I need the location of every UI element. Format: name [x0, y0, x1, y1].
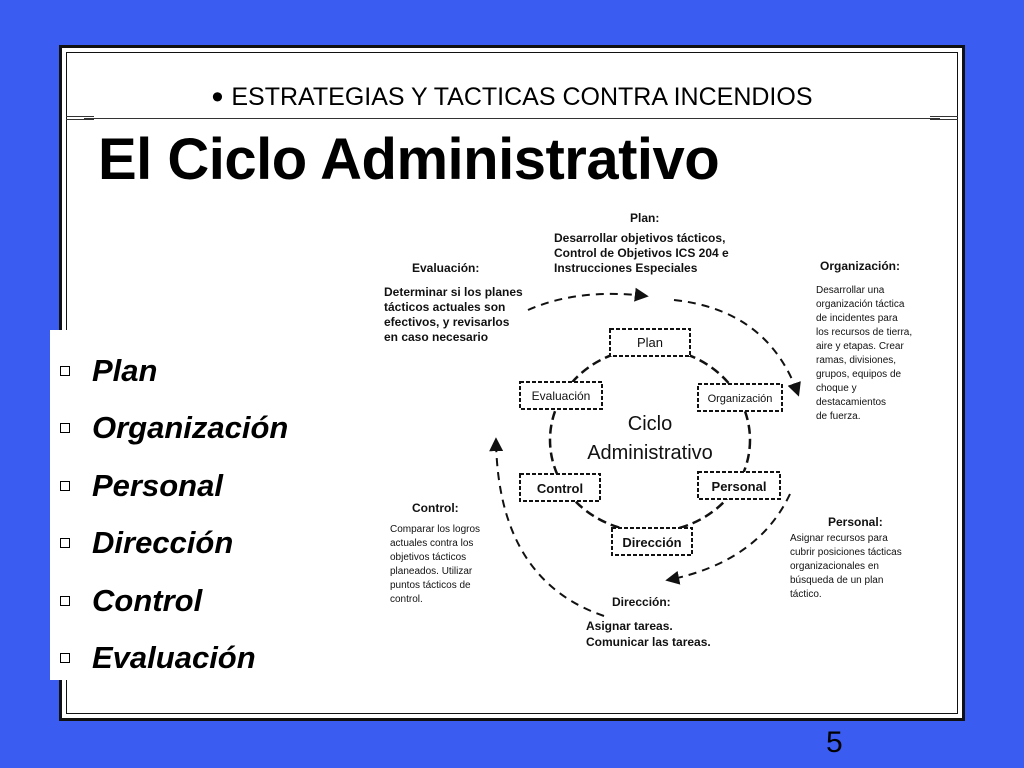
page-number: 5: [826, 726, 843, 759]
inner-cycle-ring: [550, 348, 750, 532]
square-bullet-icon: [60, 481, 70, 491]
square-bullet-icon: [60, 423, 70, 433]
node-evaluacion: [520, 382, 602, 409]
description-plan-title: Plan:: [630, 211, 660, 225]
list-item-label: Personal: [92, 467, 223, 503]
description-plan: [554, 211, 729, 275]
square-bullet-icon: [60, 653, 70, 663]
description-control: [390, 501, 480, 605]
list-item: [60, 457, 288, 515]
description-control-line: planeados. Utilizar: [390, 566, 473, 577]
node-personal: [698, 472, 780, 499]
description-personal-line: Asignar recursos para: [790, 533, 888, 544]
description-organizacion-line: organización táctica: [816, 299, 905, 310]
description-direccion: [586, 595, 711, 649]
center-label-line-1: Ciclo: [627, 413, 673, 435]
description-personal: [790, 515, 902, 600]
description-organizacion-title: Organización:: [820, 259, 901, 273]
divider-cap-left: [66, 116, 94, 120]
description-evaluacion: [384, 261, 523, 344]
node-plan-label: Plan: [636, 335, 664, 350]
description-organizacion-line: Desarrollar una: [816, 285, 885, 296]
description-direccion-line: Comunicar las tareas.: [586, 635, 711, 649]
description-evaluacion-line: en caso necesario: [384, 330, 489, 344]
description-control-line: Comparar los logros: [390, 524, 481, 535]
node-organizacion-label: Organización: [707, 393, 773, 405]
node-direccion-label: Dirección: [622, 535, 682, 550]
description-organizacion-line: aire y etapas. Crear: [816, 341, 904, 352]
description-organizacion-line: de fuerza.: [816, 411, 861, 422]
header-divider: [84, 118, 940, 119]
list-item: [60, 342, 288, 400]
slide-title: El Ciclo Administrativo: [98, 127, 720, 192]
description-evaluacion-title: Evaluación:: [412, 261, 480, 275]
list-item-label: Dirección: [92, 525, 234, 561]
list-item-label: Control: [92, 582, 203, 618]
description-plan-line: Desarrollar objetivos tácticos,: [554, 231, 726, 245]
description-personal-title: Personal:: [828, 515, 883, 529]
node-organizacion: [698, 384, 782, 411]
arrow-evaluacion-to-plan: [528, 294, 646, 310]
square-bullet-icon: [60, 596, 70, 606]
description-organizacion-line: de incidentes para: [816, 313, 898, 324]
description-plan-line: Instrucciones Especiales: [554, 261, 698, 275]
description-personal-line: búsqueda de un plan: [790, 575, 884, 586]
description-personal-line: organizacionales en: [790, 561, 879, 572]
description-organizacion-line: ramas, divisiones,: [816, 355, 897, 366]
node-plan: [610, 329, 690, 356]
list-item: [60, 572, 288, 630]
description-direccion-line: Asignar tareas.: [586, 619, 673, 633]
description-organizacion-line: los recursos de tierra,: [816, 327, 913, 338]
square-bullet-icon: [60, 538, 70, 548]
description-evaluacion-line: Determinar si los planes: [384, 285, 523, 299]
description-control-line: puntos tácticos de: [390, 580, 471, 591]
square-bullet-icon: [60, 366, 70, 376]
list-item-label: Evaluación: [92, 640, 256, 676]
list-item: [60, 515, 288, 573]
description-control-title: Control:: [412, 501, 459, 515]
description-control-line: objetivos tácticos: [390, 552, 467, 563]
description-evaluacion-line: efectivos, y revisarlos: [384, 315, 510, 329]
cycle-steps-list: [60, 342, 288, 687]
header-bullet: •: [211, 78, 224, 116]
divider-cap-right: [930, 116, 958, 120]
bullet-list-panel: [50, 330, 358, 680]
node-direccion: [612, 528, 692, 555]
description-organizacion-line: choque y: [816, 383, 857, 394]
description-control-line: control.: [390, 594, 423, 605]
center-label-line-2: Administrativo: [587, 442, 713, 464]
arrow-control-to-evaluacion: [496, 440, 604, 616]
list-item: [60, 400, 288, 458]
description-organizacion: [816, 259, 912, 422]
node-evaluacion-label: Evaluación: [531, 389, 591, 403]
node-personal-label: Personal: [711, 479, 767, 494]
description-organizacion-line: destacamientos: [816, 397, 887, 408]
list-item: [60, 630, 288, 688]
description-control-line: actuales contra los: [390, 538, 474, 549]
arrow-plan-to-organizacion: [674, 300, 798, 394]
description-organizacion-line: grupos, equipos de: [816, 369, 902, 380]
list-item-label: Organización: [92, 410, 289, 446]
administrative-cycle-diagram: [378, 200, 958, 660]
description-plan-line: Control de Objetivos ICS 204 e: [554, 246, 729, 260]
node-control-label: Control: [536, 481, 584, 496]
description-direccion-title: Dirección:: [612, 595, 671, 609]
node-control: [520, 474, 600, 501]
description-evaluacion-line: tácticos actuales son: [384, 300, 506, 314]
slide-header: [62, 78, 962, 117]
list-item-label: Plan: [92, 352, 158, 388]
description-personal-line: cubrir posiciones tácticas: [790, 547, 902, 558]
description-personal-line: táctico.: [790, 589, 822, 600]
header-text: ESTRATEGIAS Y TACTICAS CONTRA INCENDIOS: [231, 83, 813, 111]
